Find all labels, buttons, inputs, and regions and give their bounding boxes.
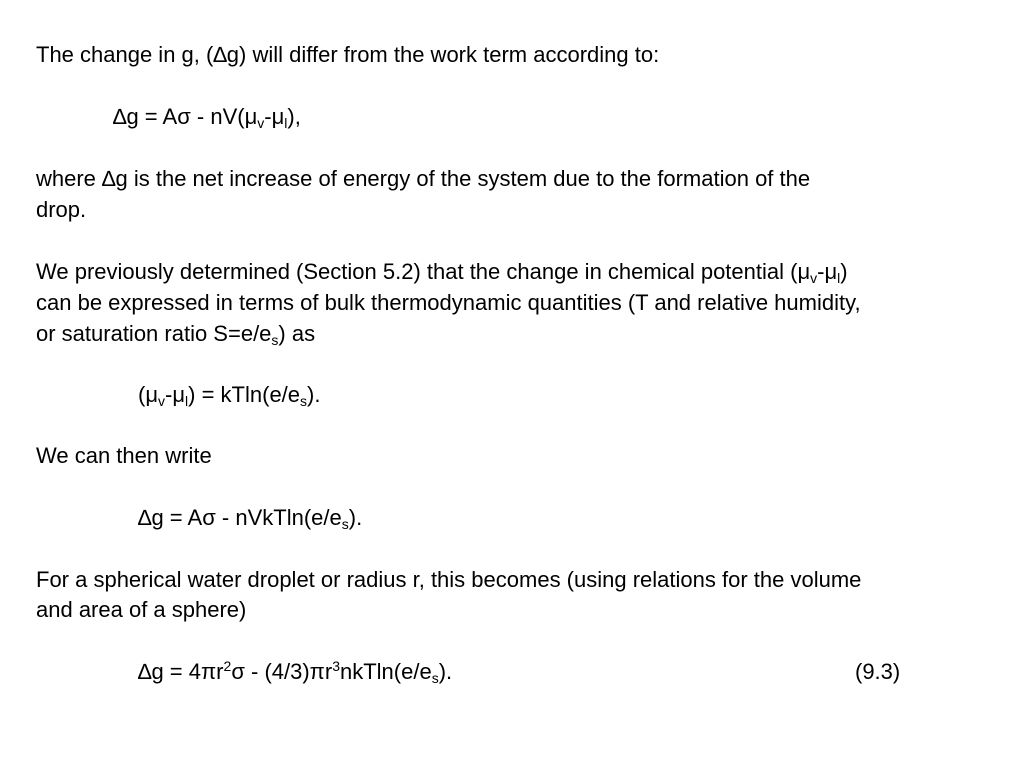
paragraph-text: We can then write <box>36 443 212 468</box>
superscript-2: 2 <box>223 658 232 674</box>
equation-text: ), <box>287 104 301 129</box>
paragraph-text: ) as <box>278 321 316 346</box>
equation-text: -μ <box>165 382 186 407</box>
paragraph-previously-line-1 <box>36 259 848 285</box>
equation-text: ). <box>438 659 453 684</box>
paragraph-text: drop. <box>36 197 87 222</box>
paragraph-text: can be expressed in terms of bulk thermodynamic quantities (T and relative humidity, <box>36 290 861 315</box>
equation-text: ). <box>348 505 363 530</box>
equation-number <box>855 659 900 685</box>
equation-delta-g-ktln <box>138 505 362 531</box>
paragraph-intro-text: The change in g, (∆g) will differ from the work term according to: <box>36 42 660 67</box>
subscript-s: s <box>300 393 308 409</box>
paragraph-where-line-2 <box>36 197 86 223</box>
paragraph-text: or saturation ratio S=e/e <box>36 321 272 346</box>
equation-text: (μ <box>138 382 159 407</box>
paragraph-text: We previously determined (Section 5.2) that the change in chemical potential (μ <box>36 259 811 284</box>
subscript-l: l <box>837 270 841 286</box>
paragraph-text: -μ <box>817 259 838 284</box>
subscript-v: v <box>810 270 818 286</box>
equation-text: ∆g = 4πr <box>138 659 224 684</box>
equation-text: ) = kTln(e/e <box>188 382 301 407</box>
paragraph-text: For a spherical water droplet or radius r, this becomes (using relations for the volume <box>36 567 862 592</box>
paragraph-text: ) <box>840 259 848 284</box>
subscript-l: l <box>185 393 189 409</box>
equation-text: σ - (4/3)πr <box>231 659 333 684</box>
paragraph-then-write <box>36 443 212 469</box>
equation-9-3 <box>138 659 452 685</box>
paragraph-intro <box>36 42 659 68</box>
equation-text: ∆g = Aσ - nV(μ <box>113 104 258 129</box>
equation-chemical-potential <box>138 382 320 408</box>
paragraph-text: and area of a sphere) <box>36 597 247 622</box>
paragraph-previously-line-3 <box>36 321 315 347</box>
subscript-s: s <box>341 516 349 532</box>
subscript-s: s <box>271 332 279 348</box>
equation-text: -μ <box>264 104 285 129</box>
paragraph-spherical-line-2 <box>36 597 246 623</box>
paragraph-spherical-line-1 <box>36 567 861 593</box>
superscript-3: 3 <box>332 658 340 674</box>
equation-text: nkTln(e/e <box>339 659 432 684</box>
subscript-v: v <box>257 115 265 131</box>
paragraph-text: where ∆g is the net increase of energy of the system due to the formation of the <box>36 166 811 191</box>
paragraph-previously-line-2 <box>36 290 861 316</box>
equation-delta-g-general <box>113 104 301 130</box>
equation-number-text: (9.3) <box>855 659 901 684</box>
subscript-v: v <box>158 393 166 409</box>
equation-text: ). <box>307 382 321 407</box>
subscript-l: l <box>284 115 288 131</box>
equation-text: ∆g = Aσ - nVkTln(e/e <box>138 505 342 530</box>
subscript-s: s <box>431 670 439 686</box>
paragraph-where-line-1 <box>36 166 810 192</box>
